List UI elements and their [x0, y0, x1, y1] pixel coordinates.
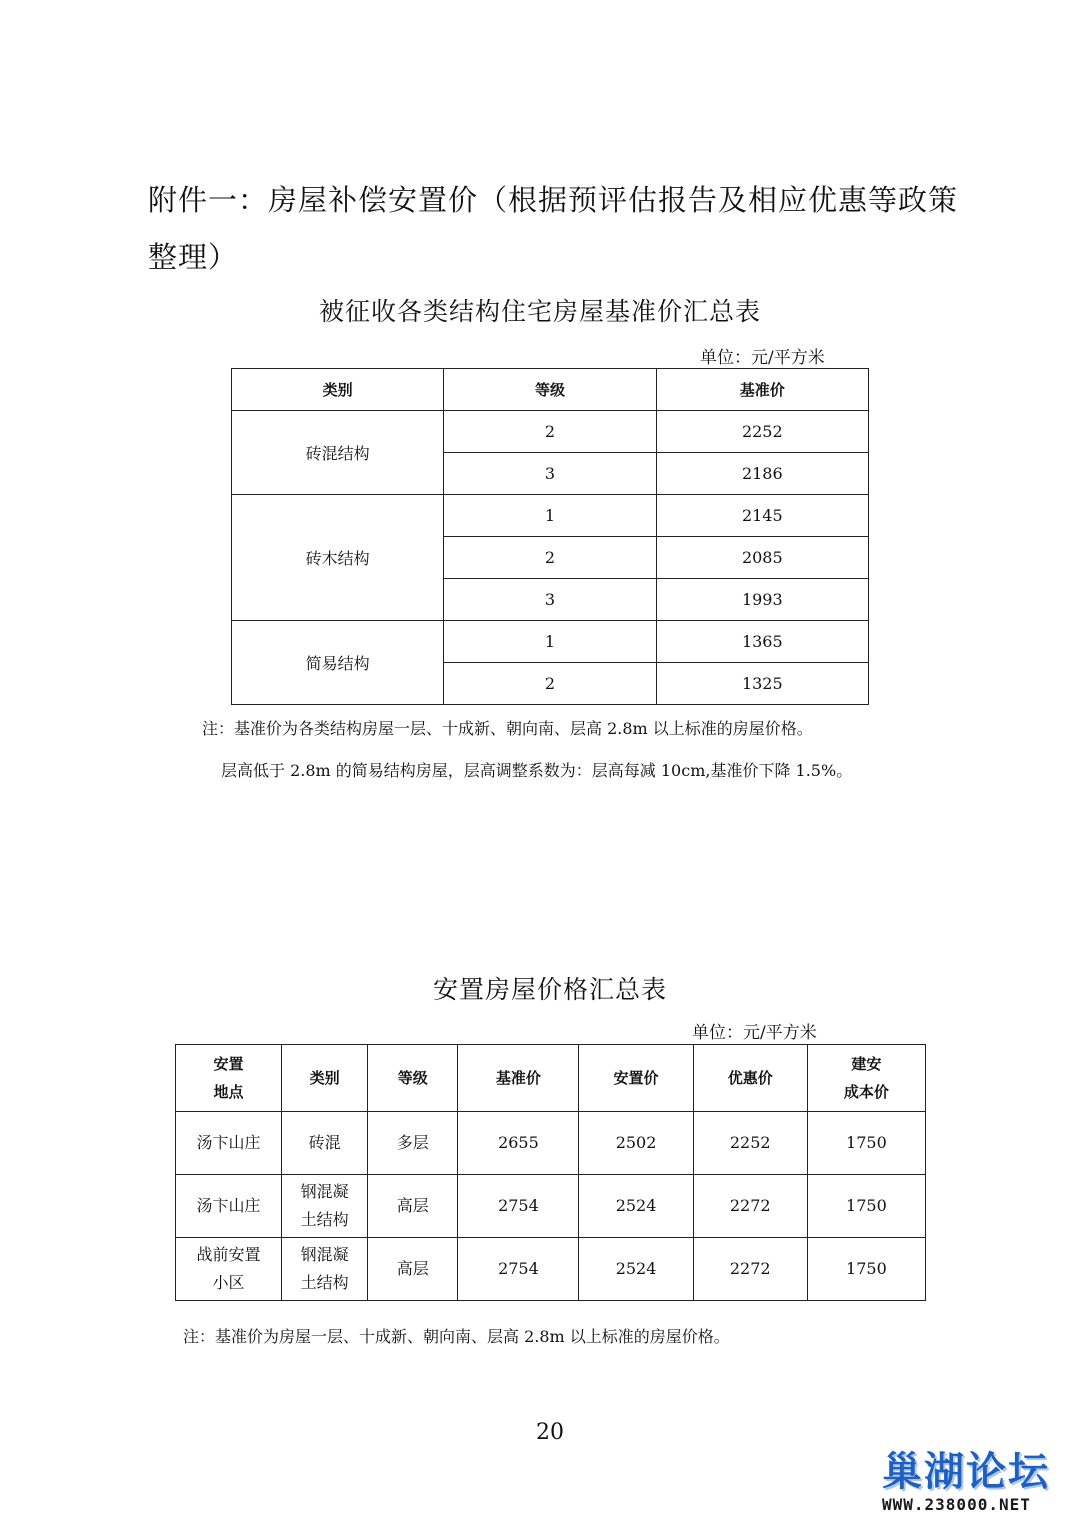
- header-discount-price: 优惠价: [693, 1045, 807, 1112]
- price-cell: 2252: [656, 411, 868, 453]
- resettlement-price-cell: 2524: [579, 1238, 693, 1301]
- price-cell: 2145: [656, 495, 868, 537]
- resettlement-price-table: [175, 1044, 926, 1301]
- construction-cost-cell: 1750: [807, 1175, 925, 1238]
- grade-cell: 高层: [368, 1175, 458, 1238]
- category-cell: 砖木结构: [232, 495, 444, 621]
- table1-unit: 单位：元/平方米: [700, 348, 825, 368]
- grade-cell: 2: [444, 411, 656, 453]
- header-grade: 等级: [444, 369, 656, 411]
- grade-cell: 3: [444, 453, 656, 495]
- price-cell: 2085: [656, 537, 868, 579]
- category-cell: 砖混结构: [232, 411, 444, 495]
- table-row: [176, 1238, 926, 1301]
- discount-price-cell: 2252: [693, 1112, 807, 1175]
- watermark-url: WWW.238000.NET: [882, 1495, 1031, 1514]
- discount-price-cell: 2272: [693, 1238, 807, 1301]
- header-location: 安置 地点: [176, 1045, 282, 1112]
- header-benchmark-price: 基准价: [458, 1045, 579, 1112]
- table-row: [232, 621, 869, 663]
- benchmark-price-cell: 2754: [458, 1238, 579, 1301]
- category-cell: 简易结构: [232, 621, 444, 705]
- grade-cell: 多层: [368, 1112, 458, 1175]
- grade-cell: 1: [444, 621, 656, 663]
- table2-unit: 单位：元/平方米: [692, 1023, 817, 1043]
- table-row: [232, 495, 869, 537]
- location-cell: 战前安置 小区: [176, 1238, 282, 1301]
- category-cell: 钢混凝 土结构: [281, 1238, 367, 1301]
- table-row: [176, 1112, 926, 1175]
- header-price: 基准价: [656, 369, 868, 411]
- location-cell: 汤卞山庄: [176, 1112, 282, 1175]
- price-cell: 1365: [656, 621, 868, 663]
- table1-title: 被征收各类结构住宅房屋基准价汇总表: [318, 297, 761, 326]
- table2-note: 注：基准价为房屋一层、十成新、朝向南、层高 2.8m 以上标准的房屋价格。: [183, 1327, 730, 1346]
- price-cell: 1325: [656, 663, 868, 705]
- location-cell: 汤卞山庄: [176, 1175, 282, 1238]
- header-resettlement-price: 安置价: [579, 1045, 693, 1112]
- table-row: [176, 1175, 926, 1238]
- category-cell: 钢混凝 土结构: [281, 1175, 367, 1238]
- grade-cell: 高层: [368, 1238, 458, 1301]
- grade-cell: 2: [444, 663, 656, 705]
- grade-cell: 2: [444, 537, 656, 579]
- table1-note-2: 层高低于 2.8m 的简易结构房屋，层高调整系数为：层高每减 10cm,基准价下降 1.5%。: [221, 761, 853, 780]
- table2-title: 安置房屋价格汇总表: [432, 975, 667, 1004]
- table1-note-1: 注：基准价为各类结构房屋一层、十成新、朝向南、层高 2.8m 以上标准的房屋价格。: [202, 719, 813, 738]
- grade-cell: 1: [444, 495, 656, 537]
- category-cell: 砖混: [281, 1112, 367, 1175]
- document-heading: 附件一：房屋补偿安置价（根据预评估报告及相应优惠等政策整理）: [148, 183, 959, 274]
- discount-price-cell: 2272: [693, 1175, 807, 1238]
- header-category: 类别: [281, 1045, 367, 1112]
- table-row: [232, 411, 869, 453]
- header-construction-cost: 建安 成本价: [807, 1045, 925, 1112]
- resettlement-price-cell: 2524: [579, 1175, 693, 1238]
- table-header-row: [232, 369, 869, 411]
- table-header-row: [176, 1045, 926, 1112]
- benchmark-price-table: [231, 368, 869, 705]
- grade-cell: 3: [444, 579, 656, 621]
- watermark-logo: [882, 1440, 1072, 1520]
- benchmark-price-cell: 2655: [458, 1112, 579, 1175]
- benchmark-price-cell: 2754: [458, 1175, 579, 1238]
- construction-cost-cell: 1750: [807, 1238, 925, 1301]
- price-cell: 1993: [656, 579, 868, 621]
- header-category: 类别: [232, 369, 444, 411]
- construction-cost-cell: 1750: [807, 1112, 925, 1175]
- page-number: 20: [536, 1420, 564, 1445]
- header-grade: 等级: [368, 1045, 458, 1112]
- resettlement-price-cell: 2502: [579, 1112, 693, 1175]
- watermark-logo-text: 巢湖论坛: [882, 1449, 1050, 1495]
- price-cell: 2186: [656, 453, 868, 495]
